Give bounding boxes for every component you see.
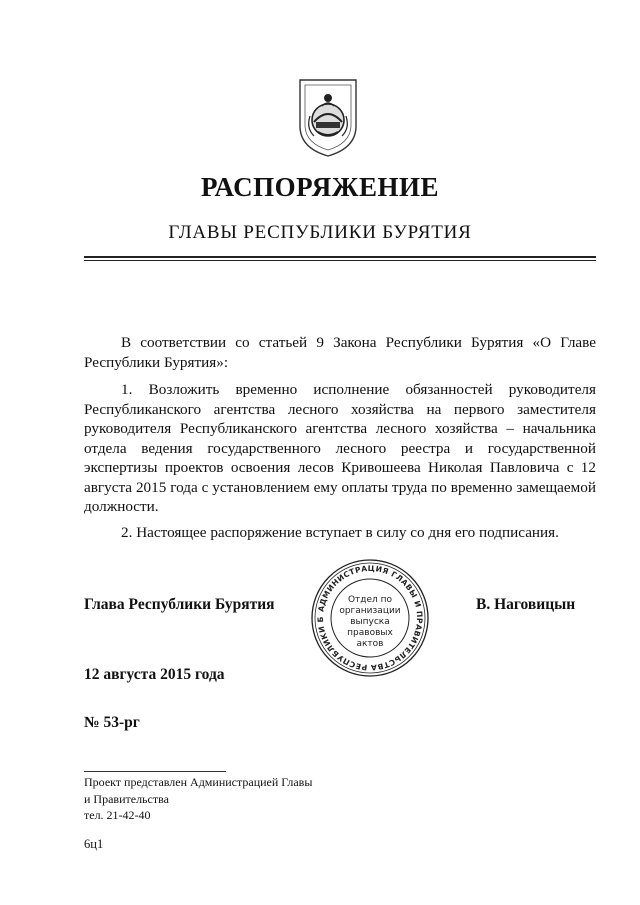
document-subtitle: ГЛАВЫ РЕСПУБЛИКИ БУРЯТИЯ xyxy=(168,222,472,243)
document-title: РАСПОРЯЖЕНИЕ xyxy=(200,172,440,202)
item-1-paragraph: 1. Возложить временно исполнение обязанностей руководителя Республиканского агентства лесного хозяйства на первого заместителя руководителя Республиканского агентства лесного хозяйства – начальника отдела ведения государственного лесного реестра и государственной экспертизы проектов освоения лесов Кривошеева Николая Павловича с 12 августа 2015 года с установлением ему оплаты труда по временно замещаемой должности. xyxy=(84,381,596,515)
footnote-line: и Правительства xyxy=(84,791,169,806)
document-code: 6ц1 xyxy=(84,837,104,851)
coat-of-arms-icon xyxy=(296,76,360,158)
svg-text:АДМИНИСТРАЦИЯ ГЛАВЫ И ПРАВИТЕЛ: АДМИНИСТРАЦИЯ ГЛАВЫ И ПРАВИТЕЛЬСТВА РЕСПУБЛИКИ Б xyxy=(315,563,425,673)
item-2-paragraph: 2. Настоящее распоряжение вступает в силу со дня его подписания. xyxy=(121,524,559,541)
footnote-line: Проект представлен Администрацией Главы xyxy=(84,775,313,789)
footnote-divider xyxy=(84,771,226,772)
preamble-paragraph: В соответствии со статьей 9 Закона Республики Бурятия «О Главе Республики Бурятия»: xyxy=(84,334,596,371)
signatory-name: В. Наговицын xyxy=(476,596,576,613)
svg-text:организации: организации xyxy=(339,606,401,616)
svg-text:актов: актов xyxy=(356,639,384,649)
footnote-phone: тел. 21-42-40 xyxy=(84,808,151,822)
svg-text:правовых: правовых xyxy=(347,628,393,638)
footnote xyxy=(84,774,312,824)
signatory-position: Глава Республики Бурятия xyxy=(84,596,275,613)
header-divider xyxy=(84,256,596,261)
document-date: 12 августа 2015 года xyxy=(84,666,225,683)
svg-text:Отдел по: Отдел по xyxy=(347,595,393,605)
official-stamp xyxy=(310,558,430,678)
document-number: № 53-рг xyxy=(84,714,140,731)
svg-text:выпуска: выпуска xyxy=(350,617,390,627)
